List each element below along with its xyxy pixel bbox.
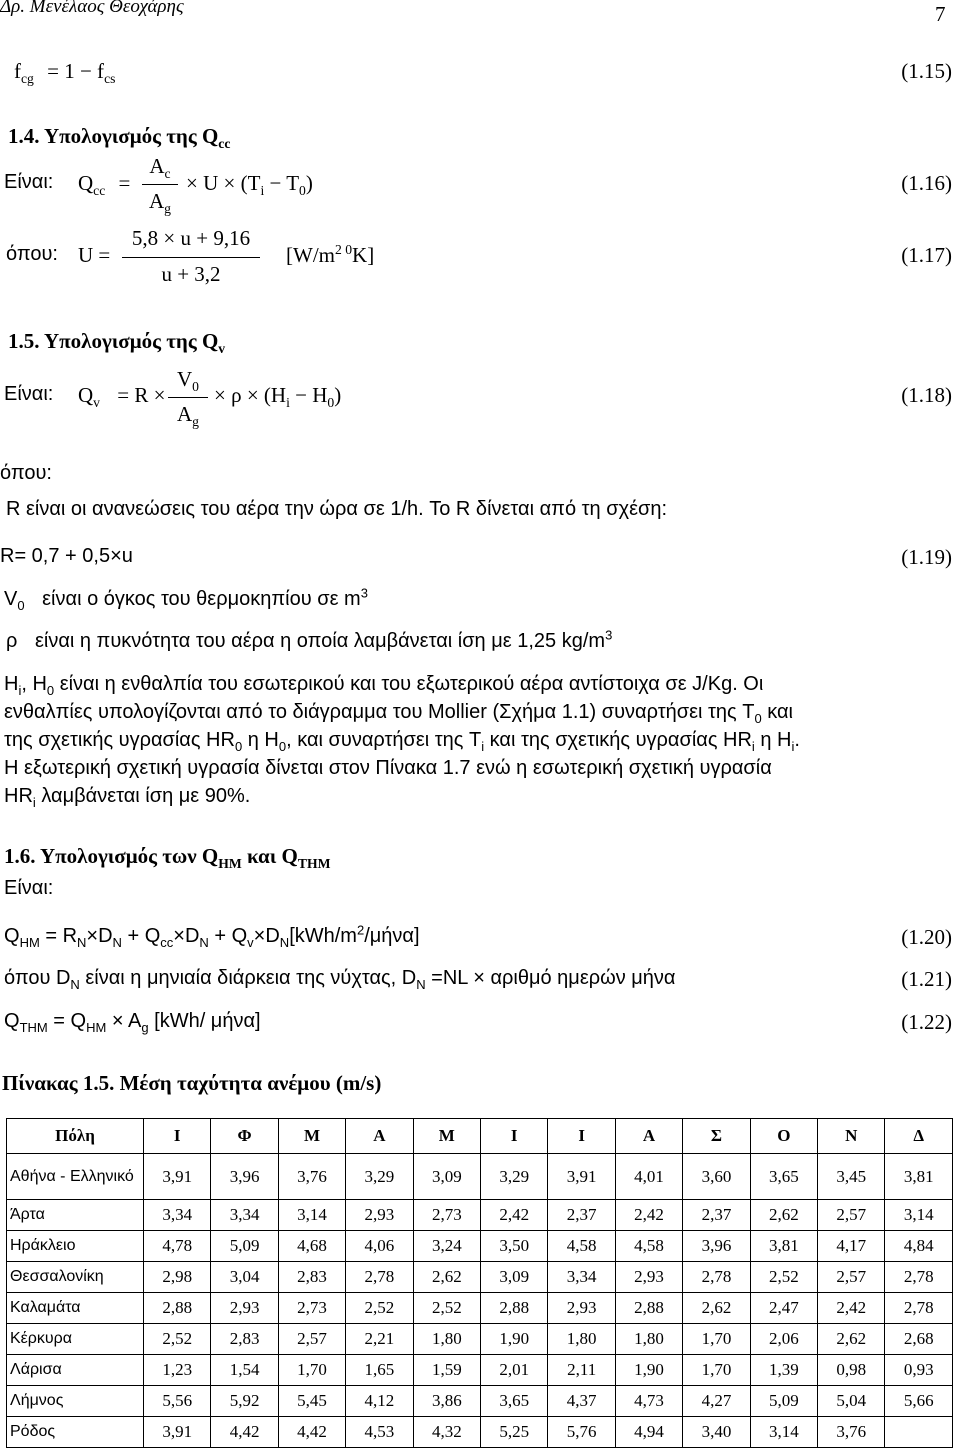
value-cell: 4,84	[885, 1231, 953, 1262]
value-cell: 1,90	[615, 1355, 682, 1386]
eq118-numerator: $V_0$	[177, 367, 199, 395]
table-row	[7, 1324, 953, 1355]
equation-number-1-15: (1.15)	[901, 59, 952, 83]
column-header-month: Α	[346, 1119, 413, 1154]
value-cell: 3,81	[885, 1154, 953, 1200]
value-cell: 1,80	[548, 1324, 615, 1355]
eq116-denominator: $A_g$	[149, 189, 171, 217]
equation-1-20: $Q_{HM} = R_N\times D_N + Q_{cc}\times D_N + Q_v\times D_N[kWh/m^2/\mu ή\nu\alpha]$	[4, 922, 420, 950]
value-cell: 4,01	[615, 1154, 682, 1200]
value-cell: 2,47	[750, 1293, 817, 1324]
value-cell: 2,11	[548, 1355, 615, 1386]
city-cell: Αθήνα - Ελληνικό	[7, 1154, 144, 1200]
value-cell: 1,59	[413, 1355, 480, 1386]
equation-number-1-22: (1.22)	[901, 1010, 952, 1034]
value-cell: 2,88	[481, 1293, 548, 1324]
eq117-fraction-bar	[122, 257, 260, 258]
value-cell: 4,78	[144, 1231, 211, 1262]
value-cell: 1,80	[413, 1324, 480, 1355]
value-cell: 4,58	[615, 1231, 682, 1262]
value-cell: 4,27	[683, 1386, 750, 1417]
value-cell: 2,37	[683, 1200, 750, 1231]
city-cell: Λάρισα	[7, 1355, 144, 1386]
value-cell: 3,60	[683, 1154, 750, 1200]
equation-number-1-19: (1.19)	[901, 545, 952, 569]
v0-definition: $V_0$ είναι ο όγκος του θερμοκηπίου σε $m^3$	[4, 585, 368, 613]
column-header-month: Ι	[548, 1119, 615, 1154]
value-cell: 3,14	[278, 1200, 345, 1231]
label-opou-1-17: όπου:	[6, 243, 58, 265]
value-cell: 3,34	[144, 1200, 211, 1231]
value-cell: 2,21	[346, 1324, 413, 1355]
column-header-month: Δ	[885, 1119, 953, 1154]
value-cell: 1,23	[144, 1355, 211, 1386]
table-row	[7, 1386, 953, 1417]
column-header-month: Ο	[750, 1119, 817, 1154]
value-cell: 4,17	[818, 1231, 885, 1262]
value-cell: 0,93	[885, 1355, 953, 1386]
equation-1-19: R= 0,7 + 0,5×u	[0, 545, 133, 567]
value-cell: 5,66	[885, 1386, 953, 1417]
header-author: Δρ. Μενέλαος Θεοχάρης	[0, 0, 184, 17]
value-cell: 4,42	[278, 1417, 345, 1448]
label-einai-1-18: Είναι:	[4, 383, 54, 405]
equation-number-1-16: (1.16)	[901, 171, 952, 195]
column-header-city: Πόλη	[7, 1119, 144, 1154]
value-cell: 1,80	[615, 1324, 682, 1355]
table-row	[7, 1200, 953, 1231]
value-cell: 3,91	[144, 1154, 211, 1200]
value-cell: 3,50	[481, 1231, 548, 1262]
value-cell: 3,76	[818, 1417, 885, 1448]
page-number: 7	[935, 2, 946, 26]
eq116-fraction-bar	[142, 184, 178, 185]
equation-1-22: $Q_{THM} = Q_{HM} \times A_g$ [kWh/ μήνα]	[4, 1010, 261, 1035]
value-cell: 2,42	[818, 1293, 885, 1324]
value-cell: 2,88	[144, 1293, 211, 1324]
value-cell: 2,83	[278, 1262, 345, 1293]
value-cell: 3,86	[413, 1386, 480, 1417]
value-cell: 4,42	[211, 1417, 278, 1448]
value-cell: 2,62	[683, 1293, 750, 1324]
value-cell: 4,73	[615, 1386, 682, 1417]
value-cell: 3,91	[548, 1154, 615, 1200]
eq116-numerator: $A_c$	[149, 154, 171, 182]
value-cell: 3,91	[144, 1417, 211, 1448]
eq118-lhs: $Q_v = R$ ×	[78, 383, 166, 411]
value-cell: 2,42	[615, 1200, 682, 1231]
value-cell: 2,52	[144, 1324, 211, 1355]
equation-1-21: όπου $D_N$ είναι η μηνιαία διάρκεια της νύχτας, $D_N =NL \times \alpha\rho\iota\theta\mu ό$ ημερών μήνα	[4, 967, 676, 992]
city-cell: Καλαμάτα	[7, 1293, 144, 1324]
value-cell: 3,29	[481, 1154, 548, 1200]
eq116-lhs: $Q_{cc}$ =	[78, 171, 131, 199]
wind-speed-table	[6, 1118, 953, 1448]
value-cell: 5,56	[144, 1386, 211, 1417]
value-cell: 2,78	[683, 1262, 750, 1293]
value-cell: 2,78	[346, 1262, 413, 1293]
value-cell: 1,65	[346, 1355, 413, 1386]
value-cell: 1,54	[211, 1355, 278, 1386]
value-cell: 1,90	[481, 1324, 548, 1355]
value-cell: 2,78	[885, 1293, 953, 1324]
city-cell: Κέρκυρα	[7, 1324, 144, 1355]
table-header-row	[7, 1119, 953, 1154]
paragraph-line-4: Η εξωτερική σχετική υγρασία δίνεται στον Πίνακα 1.7 ενώ η εσωτερική σχετική υγρασία	[4, 757, 772, 779]
value-cell: 3,04	[211, 1262, 278, 1293]
section-heading-1-4: 1.4. Υπολογισμός της $Q_{cc}$	[8, 124, 231, 152]
value-cell: 5,45	[278, 1386, 345, 1417]
value-cell: 3,09	[413, 1154, 480, 1200]
paragraph-line-2: ενθαλπίες υπολογίζονται από το διάγραμμα του Mollier (Σχήμα 1.1) συναρτήσει της $T_0$ και	[4, 701, 793, 726]
value-cell: 2,52	[750, 1262, 817, 1293]
value-cell: 3,65	[750, 1154, 817, 1200]
equation-number-1-17: (1.17)	[901, 243, 952, 267]
value-cell: 2,98	[144, 1262, 211, 1293]
value-cell: 2,62	[750, 1200, 817, 1231]
value-cell: 2,52	[413, 1293, 480, 1324]
value-cell: 4,53	[346, 1417, 413, 1448]
value-cell: 3,40	[683, 1417, 750, 1448]
eq118-rest: × $\rho \times (H_i - H_0)$	[214, 383, 342, 411]
value-cell: 3,81	[750, 1231, 817, 1262]
value-cell: 3,34	[548, 1262, 615, 1293]
column-header-month: Ν	[818, 1119, 885, 1154]
value-cell: 2,83	[211, 1324, 278, 1355]
value-cell: 3,76	[278, 1154, 345, 1200]
column-header-month: Α	[615, 1119, 682, 1154]
value-cell: 4,37	[548, 1386, 615, 1417]
value-cell: 3,34	[211, 1200, 278, 1231]
value-cell: 4,32	[413, 1417, 480, 1448]
paragraph-line-5: $HR_i$ λαμβάνεται ίση με 90%.	[4, 785, 251, 810]
value-cell: 5,25	[481, 1417, 548, 1448]
value-cell: 2,57	[818, 1262, 885, 1293]
label-einai-1-16: Είναι:	[4, 171, 54, 193]
value-cell: 2,73	[413, 1200, 480, 1231]
column-header-month: Μ	[413, 1119, 480, 1154]
value-cell: 2,93	[346, 1200, 413, 1231]
table-row	[7, 1231, 953, 1262]
value-cell: 3,09	[481, 1262, 548, 1293]
column-header-month: Ι	[144, 1119, 211, 1154]
value-cell: 2,93	[615, 1262, 682, 1293]
value-cell: 5,76	[548, 1417, 615, 1448]
eq118-fraction-bar	[168, 397, 208, 398]
value-cell: 3,65	[481, 1386, 548, 1417]
value-cell: 2,68	[885, 1324, 953, 1355]
column-header-month: Ι	[481, 1119, 548, 1154]
paragraph-line-3: της σχετικής υγρασίας $HR_0$ η $H_0$, και συναρτήσει της $T_i$ και της σχετικής υγρασίας $HR_i$ η $H_i$.	[4, 729, 800, 754]
rho-definition: ρ είναι η πυκνότητα του αέρα η οποία λαμβάνεται ίση με 1,25 $kg/m^3$	[6, 627, 613, 652]
value-cell: 1,70	[278, 1355, 345, 1386]
value-cell: 2,62	[413, 1262, 480, 1293]
value-cell: 2,57	[278, 1324, 345, 1355]
eq117-unit: $[W/m^{2 0}K]$	[286, 242, 375, 267]
table-row	[7, 1262, 953, 1293]
value-cell: 4,06	[346, 1231, 413, 1262]
eq118-denominator: $A_g$	[177, 402, 199, 430]
value-cell: 3,96	[683, 1231, 750, 1262]
eq117-lhs: U =	[78, 243, 111, 267]
city-cell: Θεσσαλονίκη	[7, 1262, 144, 1293]
table-caption: Πίνακας 1.5. Μέση ταχύτητα ανέμου (m/s)	[2, 1071, 382, 1095]
value-cell: 2,73	[278, 1293, 345, 1324]
table-row	[7, 1293, 953, 1324]
city-cell: Ρόδος	[7, 1417, 144, 1448]
value-cell: 5,09	[211, 1231, 278, 1262]
city-cell: Άρτα	[7, 1200, 144, 1231]
table-row	[7, 1355, 953, 1386]
value-cell: 2,78	[885, 1262, 953, 1293]
value-cell: 1,39	[750, 1355, 817, 1386]
table-row	[7, 1154, 953, 1200]
table-row	[7, 1417, 953, 1448]
value-cell: 3,14	[885, 1200, 953, 1231]
r-definition: R είναι οι ανανεώσεις του αέρα την ώρα σε 1/h. Το R δίνεται από τη σχέση:	[6, 498, 668, 520]
value-cell: 2,93	[211, 1293, 278, 1324]
eq117-numerator: 5,8 × u + 9,16	[131, 226, 251, 250]
equation-1-15: $f_{cg} = 1 - f_{cs}$	[14, 59, 116, 87]
value-cell: 5,92	[211, 1386, 278, 1417]
value-cell: 2,62	[818, 1324, 885, 1355]
value-cell: 2,06	[750, 1324, 817, 1355]
value-cell: 2,42	[481, 1200, 548, 1231]
value-cell: 4,94	[615, 1417, 682, 1448]
label-einai-1-6: Είναι:	[4, 877, 54, 899]
value-cell: 4,58	[548, 1231, 615, 1262]
value-cell: 0,98	[818, 1355, 885, 1386]
value-cell: 2,88	[615, 1293, 682, 1324]
value-cell: 3,45	[818, 1154, 885, 1200]
value-cell: 5,04	[818, 1386, 885, 1417]
value-cell: 3,29	[346, 1154, 413, 1200]
value-cell: 3,96	[211, 1154, 278, 1200]
value-cell: 3,24	[413, 1231, 480, 1262]
equation-number-1-21: (1.21)	[901, 967, 952, 991]
value-cell: 2,01	[481, 1355, 548, 1386]
eq116-rest: × $U \times (T_i - T_0)$	[186, 171, 313, 199]
value-cell: 4,12	[346, 1386, 413, 1417]
section-heading-1-6: 1.6. Υπολογισμός των $Q_{HM}$ και $Q_{THM}$	[4, 844, 331, 872]
city-cell: Ηράκλειο	[7, 1231, 144, 1262]
value-cell: 2,93	[548, 1293, 615, 1324]
equation-number-1-18: (1.18)	[901, 383, 952, 407]
column-header-month: Μ	[278, 1119, 345, 1154]
value-cell: 5,09	[750, 1386, 817, 1417]
eq117-denominator: u + 3,2	[161, 262, 221, 286]
empty-cell	[885, 1417, 953, 1448]
label-opou: όπου:	[0, 462, 52, 484]
value-cell: 2,37	[548, 1200, 615, 1231]
value-cell: 3,14	[750, 1417, 817, 1448]
value-cell: 2,52	[346, 1293, 413, 1324]
city-cell: Λήμνος	[7, 1386, 144, 1417]
paragraph-line-1: $H_i$, $H_0$ είναι η ενθαλπία του εσωτερικού και του εξωτερικού αέρα αντίστοιχα σε J/Kg. Οι	[4, 673, 764, 698]
equation-number-1-20: (1.20)	[901, 925, 952, 949]
value-cell: 2,57	[818, 1200, 885, 1231]
value-cell: 1,70	[683, 1355, 750, 1386]
value-cell: 1,70	[683, 1324, 750, 1355]
section-heading-1-5: 1.5. Υπολογισμός της $Q_v$	[8, 329, 226, 357]
column-header-month: Σ	[683, 1119, 750, 1154]
value-cell: 4,68	[278, 1231, 345, 1262]
column-header-month: Φ	[211, 1119, 278, 1154]
